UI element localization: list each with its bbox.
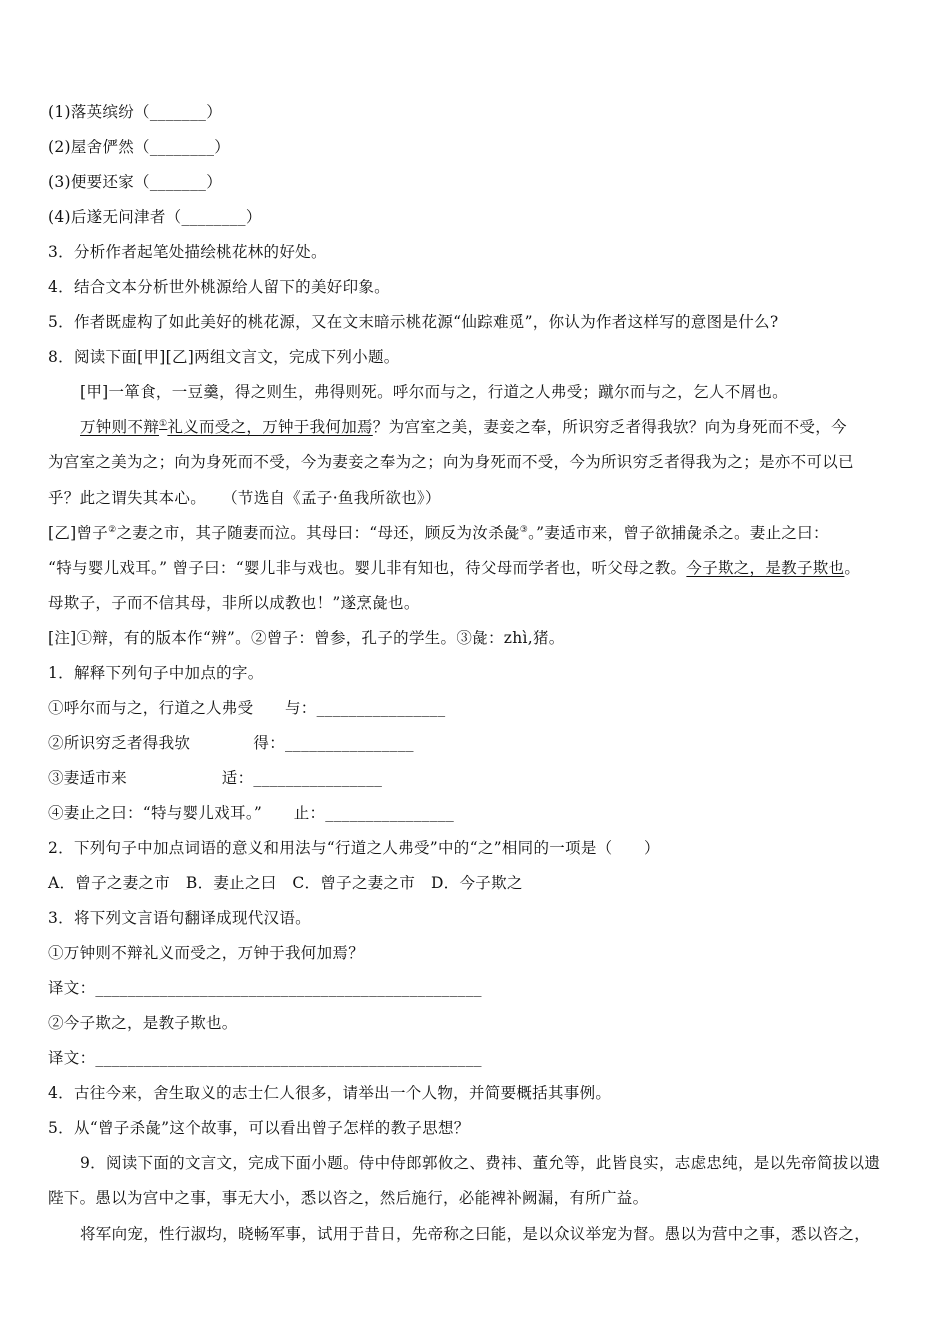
text-segment: ②今子欺之，是教子欺也。	[48, 1014, 238, 1033]
text-segment: 4．结合文本分析世外桃源给人留下的美好印象。	[48, 278, 390, 297]
text-segment: ①呼尔而与之，行道之人弗受 与：________________	[48, 698, 446, 717]
text-line	[48, 726, 918, 761]
text-segment: [甲]一箪食，一豆羹，得之则生，弗得则死。呼尔而与之，行道之人弗受；蹴尔而与之，乞人不屑也。	[80, 383, 788, 402]
text-line	[48, 1217, 918, 1252]
text-line	[48, 481, 918, 516]
text-segment: 译文：________________________________________________	[48, 1049, 482, 1068]
text-segment: 陛下。愚以为宫中之事，事无大小，悉以咨之，然后施行，必能裨补阙漏，有所广益。	[48, 1189, 649, 1208]
text-segment: 。”妻适市来，曾子欲捕彘杀之。妻止之曰：	[528, 523, 829, 542]
text-line	[48, 796, 918, 831]
text-segment: ③妻适市来 适：________________	[48, 768, 383, 787]
text-segment: 3．将下列文言语句翻译成现代汉语。	[48, 909, 311, 928]
text-segment: 5．作者既虚构了如此美好的桃花源，又在文末暗示桃花源“仙踪难觅”，你认为作者这样写的意图是什么?	[48, 313, 779, 332]
text-line	[48, 445, 918, 480]
underlined-text: 礼义而受之，万钟于我何加焉	[167, 418, 373, 437]
text-segment: 将军向宠，性行淑均，晓畅军事，试用于昔日，先帝称之曰能，是以众议举宠为督。愚以为营中之事，悉以咨之，	[80, 1224, 871, 1243]
text-segment: 3．分析作者起笔处描绘桃花林的好处。	[48, 243, 327, 262]
document-page	[48, 95, 918, 1252]
text-segment: 4．古往今来，舍生取义的志士仁人很多，请举出一个人物，并简要概括其事例。	[48, 1084, 612, 1103]
text-segment: ①万钟则不辩礼义而受之，万钟于我何加焉？	[48, 944, 365, 963]
text-segment: (1)落英缤纷（_______）	[48, 103, 223, 121]
text-line	[48, 1006, 918, 1041]
text-line	[48, 831, 918, 866]
text-line	[48, 656, 918, 691]
underlined-text: 今子欺之，是教子欺也	[686, 558, 845, 577]
text-segment: ②所识穷乏者得我欤 得：________________	[48, 733, 414, 752]
text-line	[48, 305, 918, 340]
text-line	[48, 516, 918, 551]
text-line	[48, 936, 918, 971]
footnote-marker: ③	[519, 524, 529, 535]
text-segment: (4)后遂无问津者（________）	[48, 208, 262, 227]
text-line	[48, 761, 918, 796]
text-line	[48, 901, 918, 936]
text-segment: ④妻止之曰：“特与婴儿戏耳。” 止：________________	[48, 803, 455, 822]
text-segment: “特与婴儿戏耳。” 曾子曰：“婴儿非与戏也。婴儿非有知也，待父母而学者也，听父母之教。	[48, 558, 687, 577]
text-line	[48, 1146, 918, 1181]
text-line	[48, 270, 918, 305]
text-segment: 为宫室之美为之；向为身死而不受，今为妻妾之奉为之；向为身死而不受，今为所识穷乏者得我为之；是亦不可以已	[48, 453, 854, 472]
text-line	[48, 691, 918, 726]
text-line	[48, 340, 918, 375]
text-segment: 乎？此之谓失其本心。 （节选自《孟子·鱼我所欲也》）	[48, 488, 441, 507]
footnote-marker: ②	[108, 524, 117, 535]
text-line	[48, 165, 918, 200]
text-segment: [乙]曾子	[48, 523, 109, 542]
text-line	[48, 95, 918, 130]
text-segment: 译文：________________________________________________	[48, 979, 482, 998]
text-line	[48, 130, 918, 165]
underlined-text: 万钟则不辩	[80, 418, 160, 437]
text-segment: 1．解释下列句子中加点的字。	[48, 663, 264, 682]
text-segment: 2．下列句子中加点词语的意义和用法与“行道之人弗受”中的“之”相同的一项是（ ）	[48, 838, 660, 857]
text-segment: A．曾子之妻之市 B．妻止之曰 C．曾子之妻之市 D．今子欺之	[48, 874, 523, 893]
text-line	[48, 1111, 918, 1146]
text-line	[48, 375, 918, 410]
text-segment: [注]①辩，有的版本作“辨”。②曾子：曾参，孔子的学生。③彘：zhì,猪。	[48, 628, 565, 647]
text-line	[48, 1076, 918, 1111]
text-line	[48, 971, 918, 1006]
text-segment: 9．阅读下面的文言文，完成下面小题。侍中侍郎郭攸之、费祎、董允等，此皆良实，志虑忠纯，是以先帝简拔以遗	[80, 1154, 881, 1173]
text-line	[48, 586, 918, 621]
text-segment: 8．阅读下面[甲][乙]两组文言文，完成下列小题。	[48, 348, 400, 367]
text-line	[48, 866, 918, 901]
text-line	[48, 410, 918, 445]
text-line	[48, 200, 918, 235]
text-segment: 5．从“曾子杀彘”这个故事，可以看出曾子怎样的教子思想？	[48, 1119, 470, 1138]
text-line	[48, 621, 918, 656]
text-segment: 之妻之市，其子随妻而泣。其母曰：“母还，顾反为汝杀彘	[116, 523, 520, 542]
text-segment: 。	[844, 558, 861, 577]
text-line	[48, 235, 918, 270]
footnote-marker: ①	[159, 419, 168, 430]
text-segment: 母欺子，子而不信其母，非所以成教也！”遂烹彘也。	[48, 593, 420, 612]
text-line	[48, 551, 918, 586]
text-line	[48, 1041, 918, 1076]
text-line	[48, 1181, 918, 1216]
text-segment: (2)屋舍俨然（________）	[48, 138, 231, 157]
text-segment: (3)便要还家（_______）	[48, 173, 223, 192]
text-segment: ？为宫室之美，妻妾之奉，所识穷乏者得我欤？向为身死而不受，今	[372, 418, 847, 437]
